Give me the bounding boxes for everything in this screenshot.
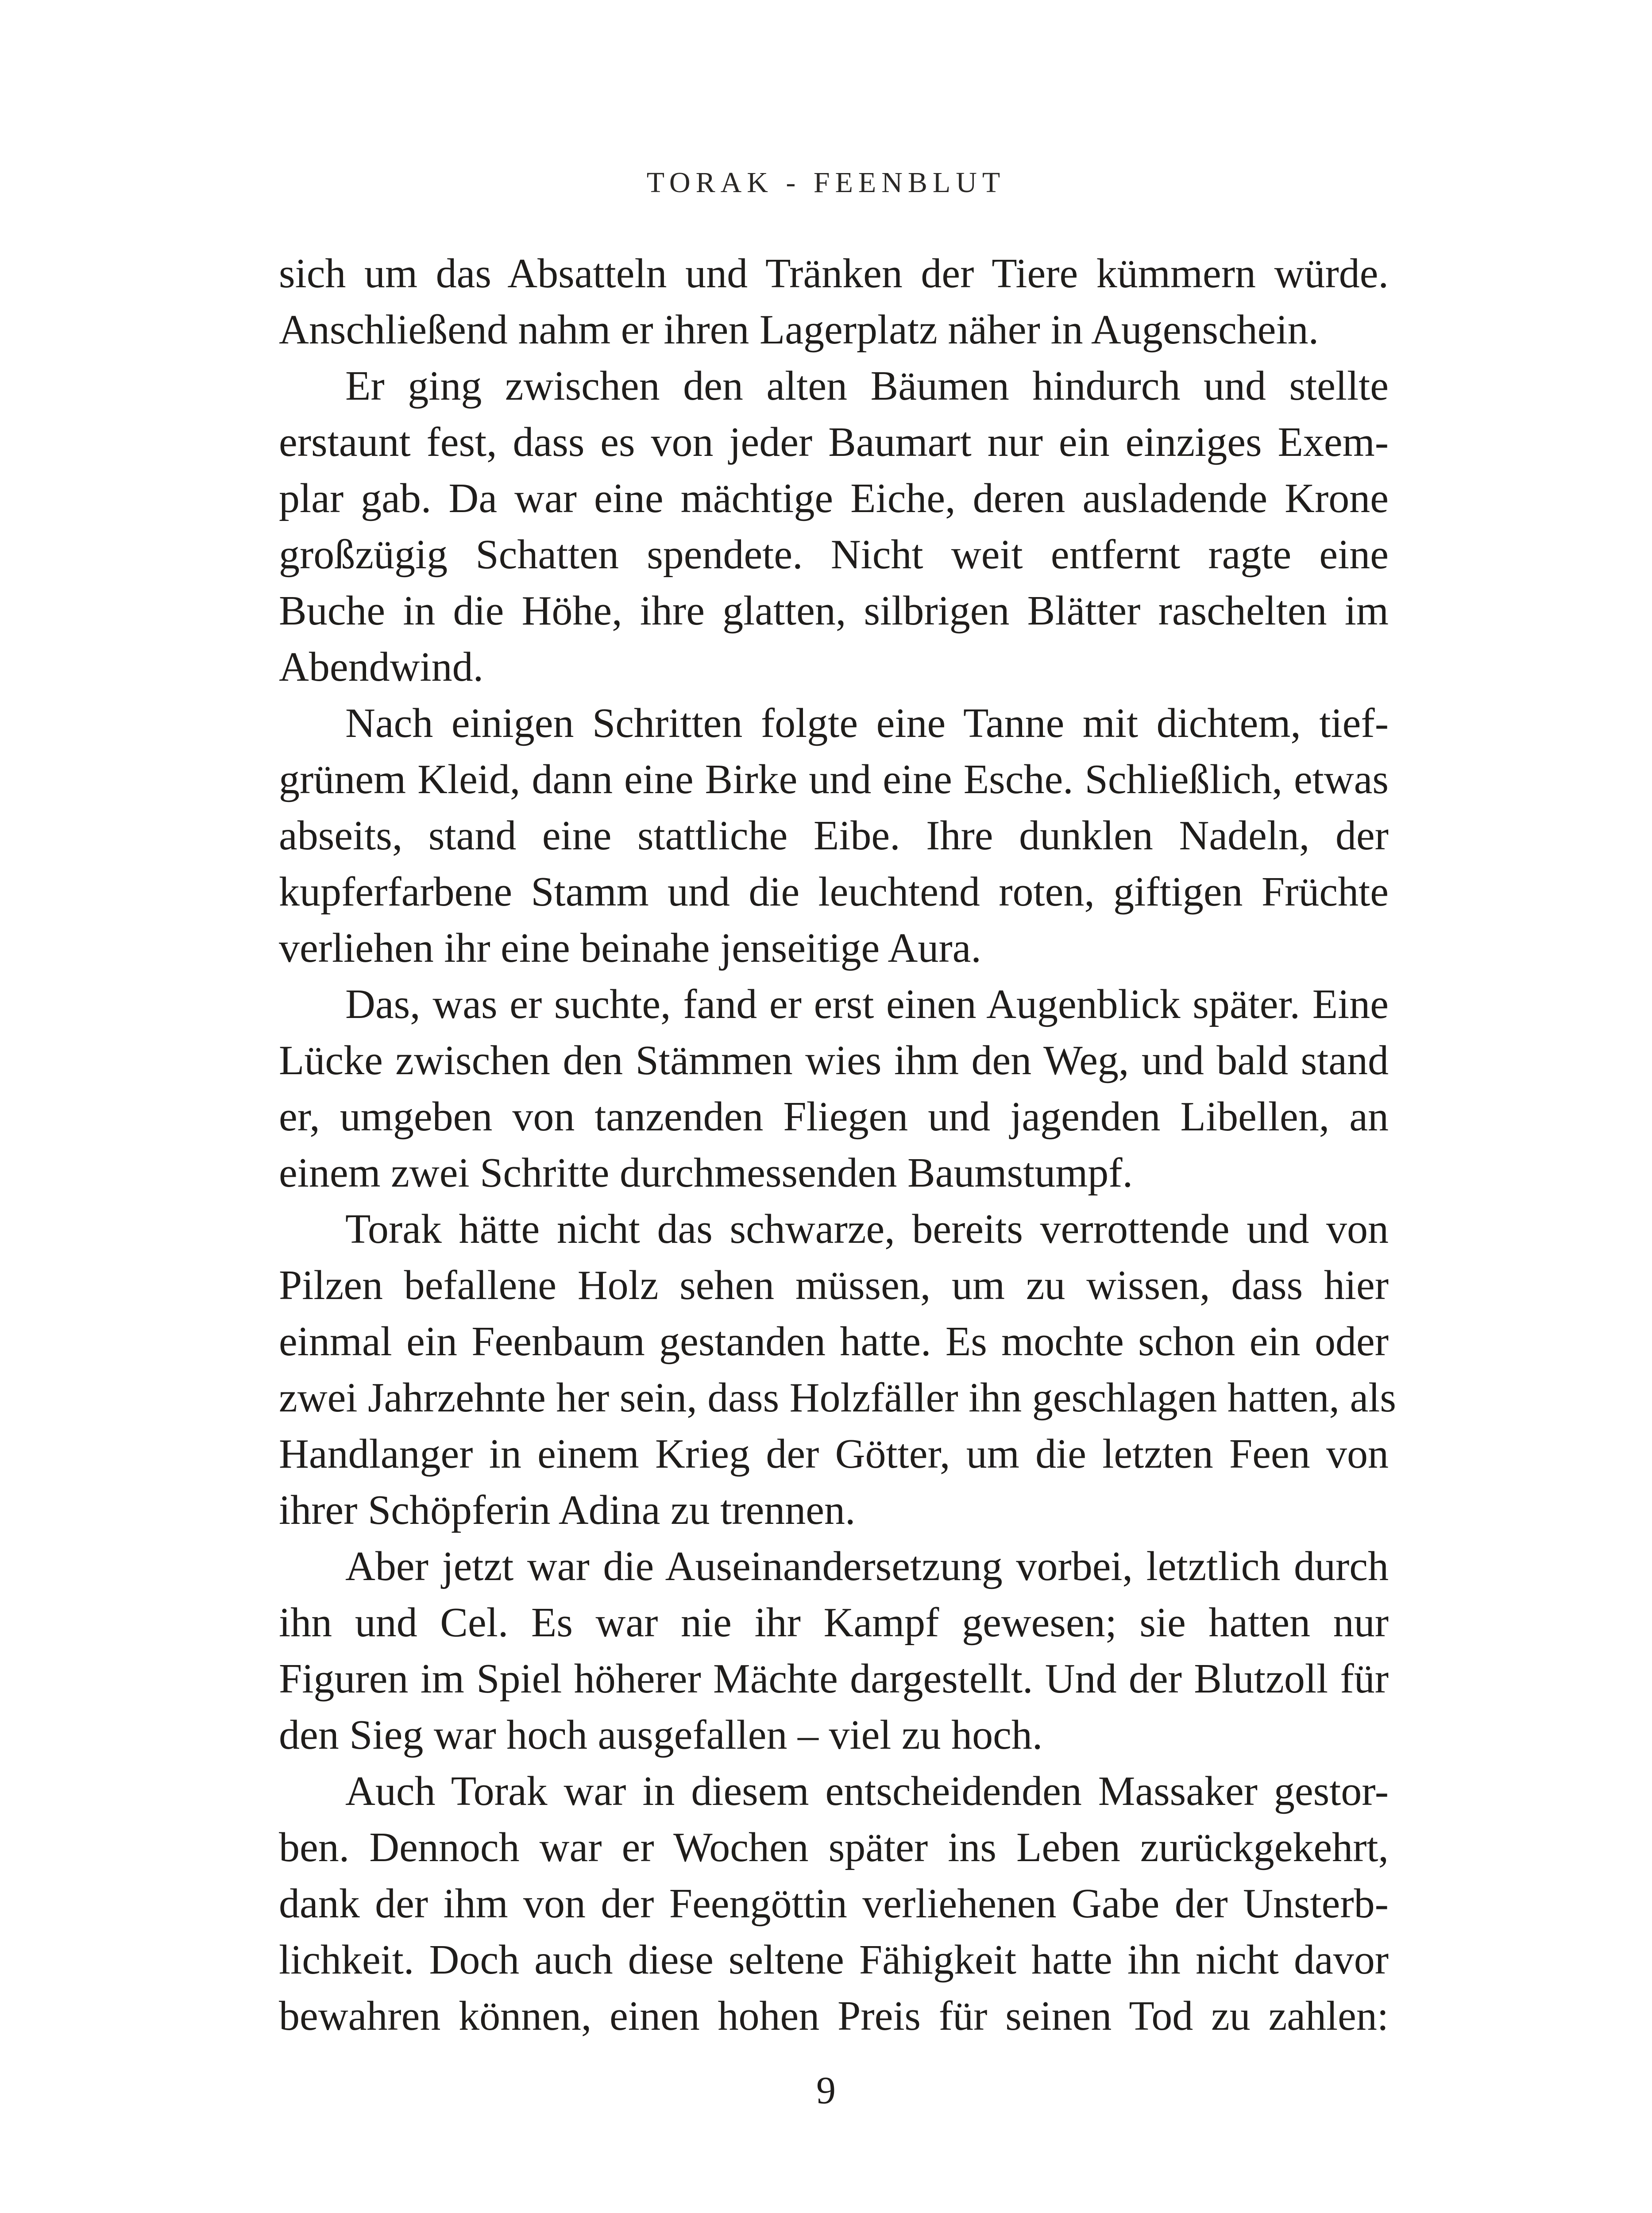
text-line: Aber jetzt war die Auseinandersetzung vorbei, letztlich durch	[345, 1543, 1389, 1589]
text-line: lichkeit. Doch auch diese seltene Fähigkeit hatte ihn nicht davor	[279, 1937, 1389, 1983]
paragraph-5	[279, 1201, 1396, 1538]
text-line: abseits, stand eine stattliche Eibe. Ihre dunklen Nadeln, der	[279, 813, 1389, 859]
body-text	[279, 246, 1396, 2044]
paragraph-7	[279, 1763, 1389, 2044]
text-line: Figuren im Spiel höherer Mächte dargestellt. Und der Blutzoll für	[279, 1656, 1389, 1702]
paragraph-1	[279, 246, 1389, 358]
text-line: bewahren können, einen hohen Preis für seinen Tod zu zahlen:	[279, 1993, 1389, 2039]
text-line: einem zwei Schritte durchmessenden Baumstumpf.	[279, 1150, 1133, 1196]
paragraph-3	[279, 695, 1389, 976]
text-line: zwei Jahrzehnte her sein, dass Holzfäller ihn geschlagen hatten, als	[279, 1375, 1396, 1421]
text-line: Lücke zwischen den Stämmen wies ihm den Weg, und bald stand	[279, 1037, 1389, 1083]
text-line: dank der ihm von der Feengöttin verliehenen Gabe der Unsterb-	[279, 1881, 1389, 1927]
text-line: Nach einigen Schritten folgte eine Tanne mit dichtem, tief-	[345, 700, 1389, 746]
text-line: Torak hätte nicht das schwarze, bereits verrottende und von	[345, 1206, 1389, 1252]
text-line: Buche in die Höhe, ihre glatten, silbrigen Blätter raschelten im	[279, 588, 1389, 634]
text-line: kupferfarbene Stamm und die leuchtend roten, giftigen Früchte	[279, 869, 1389, 915]
paragraph-6	[279, 1538, 1389, 1763]
text-line: Auch Torak war in diesem entscheidenden Massaker gestor-	[345, 1768, 1389, 1814]
text-line: Das, was er suchte, fand er erst einen Augenblick später. Eine	[345, 981, 1389, 1027]
text-line: Anschließend nahm er ihren Lagerplatz näher in Augenschein.	[279, 307, 1319, 353]
text-line: erstaunt fest, dass es von jeder Baumart nur ein einziges Exem-	[279, 419, 1389, 465]
text-line: plar gab. Da war eine mächtige Eiche, deren ausladende Krone	[279, 475, 1389, 521]
text-line: grünem Kleid, dann eine Birke und eine Esche. Schließlich, etwas	[279, 756, 1389, 802]
text-line: Er ging zwischen den alten Bäumen hindurch und stellte	[345, 363, 1389, 409]
text-line: Abendwind.	[279, 644, 484, 690]
page-number: 9	[816, 2069, 836, 2112]
text-line: einmal ein Feenbaum gestanden hatte. Es mochte schon ein oder	[279, 1319, 1389, 1365]
text-line: er, umgeben von tanzenden Fliegen und jagenden Libellen, an	[279, 1094, 1389, 1140]
text-line: ben. Dennoch war er Wochen später ins Leben zurückgekehrt,	[279, 1824, 1389, 1870]
text-line: ihrer Schöpferin Adina zu trennen.	[279, 1487, 856, 1533]
paragraph-4	[279, 976, 1389, 1201]
text-line: ihn und Cel. Es war nie ihr Kampf gewesen; sie hatten nur	[279, 1600, 1389, 1646]
text-line: verliehen ihr eine beinahe jenseitige Aura.	[279, 925, 981, 971]
text-line: Pilzen befallene Holz sehen müssen, um zu wissen, dass hier	[279, 1262, 1389, 1308]
paragraph-2	[279, 358, 1389, 695]
text-line: sich um das Absatteln und Tränken der Tiere kümmern würde.	[279, 251, 1389, 297]
text-line: großzügig Schatten spendete. Nicht weit entfernt ragte eine	[279, 532, 1389, 578]
text-line: Handlanger in einem Krieg der Götter, um die letzten Feen von	[279, 1431, 1389, 1477]
text-line: den Sieg war hoch ausgefallen – viel zu hoch.	[279, 1712, 1043, 1758]
running-head: TORAK - FEENBLUT	[646, 166, 1006, 199]
